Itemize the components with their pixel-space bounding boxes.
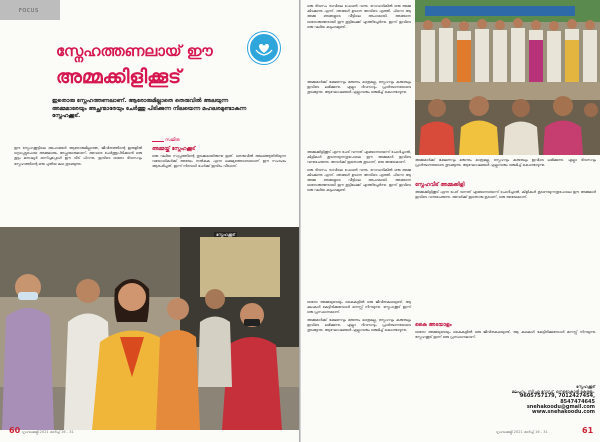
group-photo <box>415 0 600 82</box>
contact-email: snehakoodu@gmail.com <box>526 403 595 410</box>
hands-heart-icon <box>254 38 274 58</box>
left-page <box>0 0 299 442</box>
paragraph: ഒരു ദിവസം രാവിലെ ഫോൺ വന്നു. റോഡരികിൽ ഒരു അമ്മ കിടക്കുന്നു എന്ന്. ഞങ്ങൾ ഉടനെ അവിടെ എത്തി. പിന്നെ ആ അമ്മ ഞങ്ങളുടെ വീട്ടിലെ അംഗമായി. അങ്ങനെ ഓരോരുത്തരായി ഈ കൂട്ടിലേക്ക് എത്തിച്ചേർന്നു. ഇന്ന് ഇവിടെ ഒരു വലിയ കുടുംബമുണ്ട്. <box>307 4 411 29</box>
right-column-1d <box>307 300 411 335</box>
paragraph: ഈ സ്നേഹക്കൂട്ടിലെ അംഗങ്ങൾ ആരോരുമില്ലാത്ത, ജീവിതത്തിന്റെ ഇരുളിൽ ഒറ്റപ്പെട്ടുപോയ അമ്മമാരും അച്ഛന്മാരുമാണ്. അവരെ ചേർത്തുപിടിക്കാൻ ഒരു കൂട്ടം മനുഷ്യർ ഒന്നിച്ചപ്പോൾ ഈ വീട് പിറന്നു. ഇവിടെ ഓരോ ദിവസവും സ്നേഹത്തിന്റെ ഒരു പുതിയ കഥ തുടങ്ങുന്നു. <box>14 146 142 166</box>
page-footer: ഗൃഹലക്ഷ്മി 2021 മാർച്ച് 16 - 31 <box>22 430 74 434</box>
paragraph: അമ്മമാർക്ക് ഭക്ഷണവും മരുന്നും മാത്രമല്ല, സ്നേഹവും കരുതലും ഇവിടെ ലഭിക്കുന്നു. എല്ലാ ദിവസവും പ്രാർത്ഥനയോടെ തുടങ്ങുന്നു. ആഘോഷങ്ങൾ എല്ലാവരും ഒരുമിച്ച് കൊണ്ടാടുന്നു. <box>307 80 411 95</box>
right-column-1b <box>307 80 411 98</box>
right-page <box>301 0 600 442</box>
contact-website: www.snehakoodu.com <box>531 409 595 416</box>
left-column-2 <box>152 154 286 172</box>
right-column-2 <box>415 158 596 170</box>
contact-block <box>511 384 595 415</box>
section-tag <box>0 0 60 20</box>
title-line-2: അമ്മക്കിളിക്കൂട് <box>56 66 181 88</box>
deck-paragraph: ഇതൊരു സ്നേഹത്തണലാണ്. ആരോരുമില്ലാതെ തെരുവിൽ അലയുന്ന അമ്മമാരേയും അച്ഛന്മാരേയും ചേർത്തു പിടിക്കുന്ന നിലയെന്ന മഹലരമുണ്ടാകുന്ന സ്നേഹക്കൂട്. <box>52 98 247 120</box>
page-number: 61 <box>582 426 594 435</box>
page-number: 60 <box>9 426 21 435</box>
paragraph: ഒരു വലിയ സ്വപ്നത്തിന്റെ തുടക്കമായിരുന്നു ഇത്. തെരുവിൽ അലഞ്ഞുതിരിയുന്ന വയോധികർക്ക് അഭയം നൽകുക എന്ന ലക്ഷ്യത്തോടെയാണ് ഈ സംരംഭം ആരംഭിച്ചത്. ഇന്ന് നിരവധി പേർക്ക് ഇവിടം വീടാണ്. <box>152 154 286 169</box>
byline: സജിത <box>165 138 180 143</box>
paragraph: ഒരു ദിവസം രാവിലെ ഫോൺ വന്നു. റോഡരികിൽ ഒരു അമ്മ കിടക്കുന്നു എന്ന്. ഞങ്ങൾ ഉടനെ അവിടെ എത്തി. പിന്നെ ആ അമ്മ ഞങ്ങളുടെ വീട്ടിലെ അംഗമായി. അങ്ങനെ ഓരോരുത്തരായി ഈ കൂട്ടിലേക്ക് എത്തിച്ചേർന്നു. ഇന്ന് ഇവിടെ ഒരു വലിയ കുടുംബമുണ്ട്. <box>307 167 411 193</box>
page-footer: ഗൃഹലക്ഷ്മി 2021 മാർച്ച് 16 - 31 <box>496 430 548 434</box>
subheading: കൈ അടയാളം <box>415 322 452 328</box>
paragraph: അമ്മക്കിളിക്കൂട് എന്ന പേര് വന്നത് എങ്ങനെയെന്ന് ചോദിച്ചാൽ, കിളികൾ കൂടണയുന്നതുപോലെ ഈ അമ്മമാർ ഇവിടെ വന്നുചേരുന്നു. അവർക്ക് ഇതൊരു കൂടാണ്, ഒരു അഭയമാണ്. <box>415 190 596 200</box>
right-column-4 <box>415 330 596 342</box>
byline-rule <box>152 141 164 142</box>
contact-title: സ്നേഹക്കൂട് <box>576 384 595 389</box>
subheading: അമ്മയ്ക്ക് സ്നേഹക്കൂട് <box>152 146 196 152</box>
elderly-women-photo <box>415 82 600 155</box>
paragraph: അമ്മക്കിളിക്കൂട് എന്ന പേര് വന്നത് എങ്ങനെയെന്ന് ചോദിച്ചാൽ, കിളികൾ കൂടണയുന്നതുപോലെ ഈ അമ്മമാർ ഇവിടെ വന്നുചേരുന്നു. അവർക്ക് ഇതൊരു കൂടാണ്, ഒരു അഭയമാണ്. <box>307 150 411 165</box>
main-photo <box>0 227 299 430</box>
right-column-1 <box>307 4 411 32</box>
title-line-1: സ്നേഹത്തണലായ് ഈ <box>56 42 213 60</box>
paragraph: അമ്മമാർക്ക് ഭക്ഷണവും മരുന്നും മാത്രമല്ല, സ്നേഹവും കരുതലും ഇവിടെ ലഭിക്കുന്നു. എല്ലാ ദിവസവും പ്രാർത്ഥനയോടെ തുടങ്ങുന്നു. ആഘോഷങ്ങൾ എല്ലാവരും ഒരുമിച്ച് കൊണ്ടാടുന്നു. <box>307 317 411 333</box>
subheading: സ്നേഹവീട് അമ്മക്കിളി <box>415 182 465 188</box>
paragraph: ഓരോ അമ്മയുടെയും കൈകളിൽ ഒരു ജീവിതകഥയുണ്ട്. ആ കഥകൾ കേട്ടിരിക്കുമ്പോൾ മനസ്സ് നിറയുന്നു. സ്നേഹക്കൂട് ഇന്ന് ഒരു പ്രസ്ഥാനമാണ്. <box>415 330 596 340</box>
contact-phones: 9605757179, 7012427454, 8547474645 <box>519 393 595 405</box>
left-column-1 <box>14 146 142 169</box>
photo-credit: സ്നേഹക്കൂട് <box>216 232 235 237</box>
paragraph: അമ്മമാർക്ക് ഭക്ഷണവും മരുന്നും മാത്രമല്ല, സ്നേഹവും കരുതലും ഇവിടെ ലഭിക്കുന്നു. എല്ലാ ദിവസവും പ്രാർത്ഥനയോടെ തുടങ്ങുന്നു. ആഘോഷങ്ങൾ എല്ലാവരും ഒരുമിച്ച് കൊണ്ടാടുന്നു. <box>415 158 596 168</box>
paragraph: ഓരോ അമ്മയുടെയും കൈകളിൽ ഒരു ജീവിതകഥയുണ്ട്. ആ കഥകൾ കേട്ടിരിക്കുമ്പോൾ മനസ്സ് നിറയുന്നു. സ്നേഹക്കൂട് ഇന്ന് ഒരു പ്രസ്ഥാനമാണ്. <box>307 300 411 315</box>
right-column-1c <box>307 150 411 196</box>
section-tag-label: FOCUS <box>19 8 39 14</box>
contact-address: മലപ്പുറം, സി.എ റോഡ്, നെടൊകാരി കേരളം. <box>511 389 595 395</box>
right-column-3 <box>415 190 596 202</box>
logo <box>248 32 280 64</box>
